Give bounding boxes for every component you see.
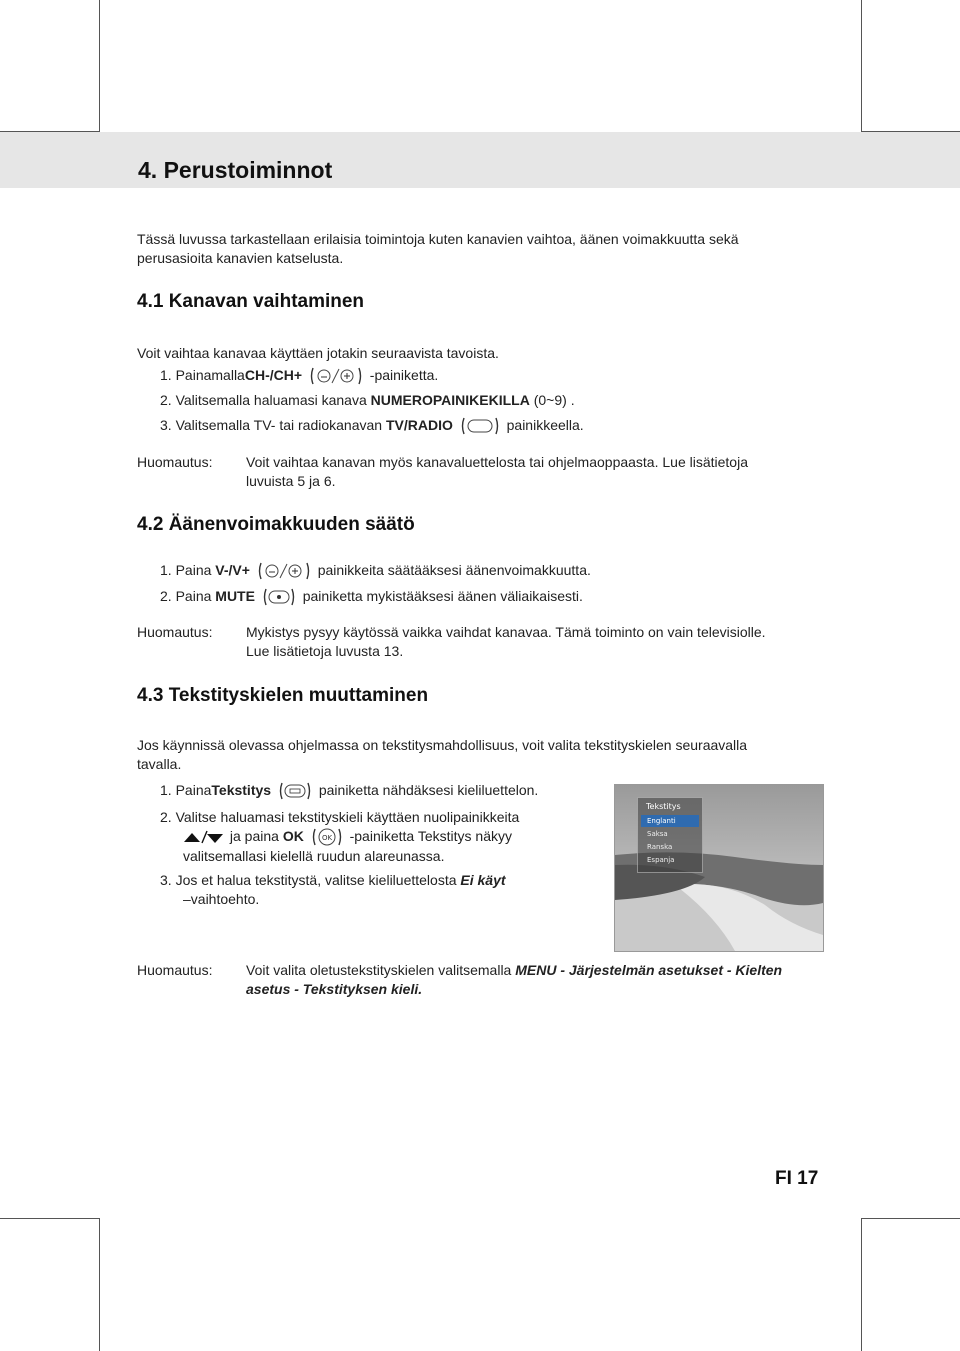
note-4-2-line-2: Lue lisätietoja luvusta 13. [246, 643, 404, 659]
note-label-final: Huomautus: [137, 962, 213, 978]
note-label-4-1: Huomautus: [137, 454, 213, 470]
subtitle-button-icon [278, 781, 312, 801]
section-4-2-step-2 [160, 587, 583, 607]
step-key: NUMEROPAINIKEKILLA [370, 392, 530, 408]
subtitle-menu-title: Tekstitys [646, 802, 681, 811]
section-4-3-step-2-line-3: valitsemallasi kielellä ruudun alareunassa. [183, 848, 445, 864]
ok-button-icon [311, 827, 343, 847]
step-key: OK [282, 828, 304, 844]
step-key: TV/RADIO [385, 417, 453, 433]
step-number: 3. [160, 872, 172, 888]
step-text: Paina [175, 782, 212, 798]
step-key: MUTE [215, 588, 255, 604]
volume-minus-plus-button-icon [257, 561, 311, 581]
step-text: Valitsemalla TV- tai radiokanavan [175, 417, 383, 433]
crop-mark-bottom-right-h [862, 1218, 960, 1219]
section-4-1-step-2 [160, 391, 575, 410]
section-4-3-step-3-line-1 [160, 871, 506, 890]
section-4-3-step-2-line-2 [183, 827, 512, 847]
section-4-3-step-2-line-1 [160, 808, 519, 827]
final-note-menu-path-2: asetus - Tekstityksen kieli. [246, 981, 423, 997]
ch-minus-plus-button-icon [309, 366, 363, 386]
step-key: V-/V+ [215, 562, 250, 578]
crop-mark-top-left-v [99, 0, 100, 132]
section-4-3-intro-line-1: Jos käynnissä olevassa ohjelmassa on tekstitysmahdollisuus, voit valita tekstityskielen seuraavalla [137, 737, 748, 753]
step-text: Valitsemalla haluamasi kanava [175, 392, 367, 408]
step-text-post: painiketta mykistääksesi äänen väliaikaisesti. [302, 588, 583, 604]
mute-button-icon [262, 587, 296, 607]
final-note-menu-path: MENU - Järjestelmän asetukset - Kielten [515, 962, 783, 978]
step-option: Ei käyt [460, 872, 506, 888]
intro-line-2: perusasioita kanavien katselusta. [137, 250, 344, 266]
step-text-post: painikkeita säätääksesi äänenvoimakkuutta. [317, 562, 591, 578]
section-4-3-intro-line-2: tavalla. [137, 756, 182, 772]
step-number: 2. [160, 809, 172, 825]
step-text: ja paina [229, 828, 279, 844]
step-text-post: -painiketta. [369, 367, 439, 383]
step-number: 3. [160, 417, 172, 433]
step-key: CH-/CH+ [244, 367, 303, 383]
section-4-3-step-1 [160, 781, 538, 801]
final-note-text: Voit valita oletustekstityskielen valitsemalla [246, 962, 512, 978]
note-4-2-line-1: Mykistys pysyy käytössä vaikka vaihdat kanavaa. Tämä toiminto on vain televisiolle. [246, 624, 766, 640]
chapter-title: 4. Perustoiminnot [138, 157, 333, 183]
section-4-2-heading: 4.2 Äänenvoimakkuuden säätö [137, 514, 415, 535]
section-4-3-heading: 4.3 Tekstityskielen muuttaminen [137, 685, 429, 706]
page-number: FI 17 [775, 1168, 819, 1189]
section-4-2-step-1 [160, 561, 591, 581]
section-4-1-intro: Voit vaihtaa kanavaa käyttäen jotakin seuraavista tavoista. [137, 345, 499, 361]
tv-radio-button-icon [460, 416, 500, 436]
step-text-post: -painiketta Tekstitys näkyy [349, 828, 512, 844]
step-key: Tekstitys [211, 782, 272, 798]
subtitle-menu-item[interactable]: Ranska [647, 843, 673, 851]
subtitle-menu-item[interactable]: Saksa [647, 830, 668, 838]
step-text-post: painiketta nähdäksesi kieliluettelon. [318, 782, 539, 798]
step-text: Valitse haluamasi tekstityskieli käyttäen nuolipainikkeita [175, 809, 520, 825]
step-number: 2. [160, 588, 172, 604]
final-note-line-2 [246, 980, 422, 999]
section-4-1-step-3 [160, 416, 584, 436]
step-text-post: (0~9) . [533, 392, 575, 408]
section-4-3-step-3-line-2: –vaihtoehto. [183, 891, 260, 907]
subtitle-menu-item[interactable]: Englanti [641, 815, 699, 827]
step-text: Paina [175, 562, 212, 578]
subtitle-menu-item[interactable]: Espanja [647, 856, 675, 864]
step-text: Jos et halua tekstitystä, valitse kieliluettelosta [175, 872, 457, 888]
step-number: 1. [160, 562, 172, 578]
step-text: Painamalla [175, 367, 245, 383]
note-4-1-line-2: luvuista 5 ja 6. [246, 473, 336, 489]
crop-mark-bottom-left-h [0, 1218, 99, 1219]
subtitle-menu [637, 797, 703, 873]
crop-mark-bottom-left-v [99, 1218, 100, 1351]
intro-line-1: Tässä luvussa tarkastellaan erilaisia toimintoja kuten kanavien vaihtoa, äänen voimakkuutta sekä [137, 231, 739, 247]
note-label-4-2: Huomautus: [137, 624, 213, 640]
section-4-1-step-1 [160, 366, 438, 386]
crop-mark-bottom-right-v [861, 1218, 862, 1351]
step-number: 2. [160, 392, 172, 408]
up-down-arrow-icon [183, 829, 223, 845]
step-number: 1. [160, 367, 172, 383]
step-text-post: painikkeella. [506, 417, 584, 433]
note-4-1-line-1: Voit vaihtaa kanavan myös kanavaluettelosta tai ohjelmaoppaasta. Lue lisätietoja [246, 454, 748, 470]
section-4-1-heading: 4.1 Kanavan vaihtaminen [137, 291, 365, 312]
step-number: 1. [160, 782, 172, 798]
subtitle-menu-screenshot [614, 784, 824, 952]
svg-text:OK: OK [321, 834, 332, 843]
step-text: Paina [175, 588, 212, 604]
final-note-line-1 [246, 961, 782, 980]
crop-mark-top-right-v [861, 0, 862, 132]
